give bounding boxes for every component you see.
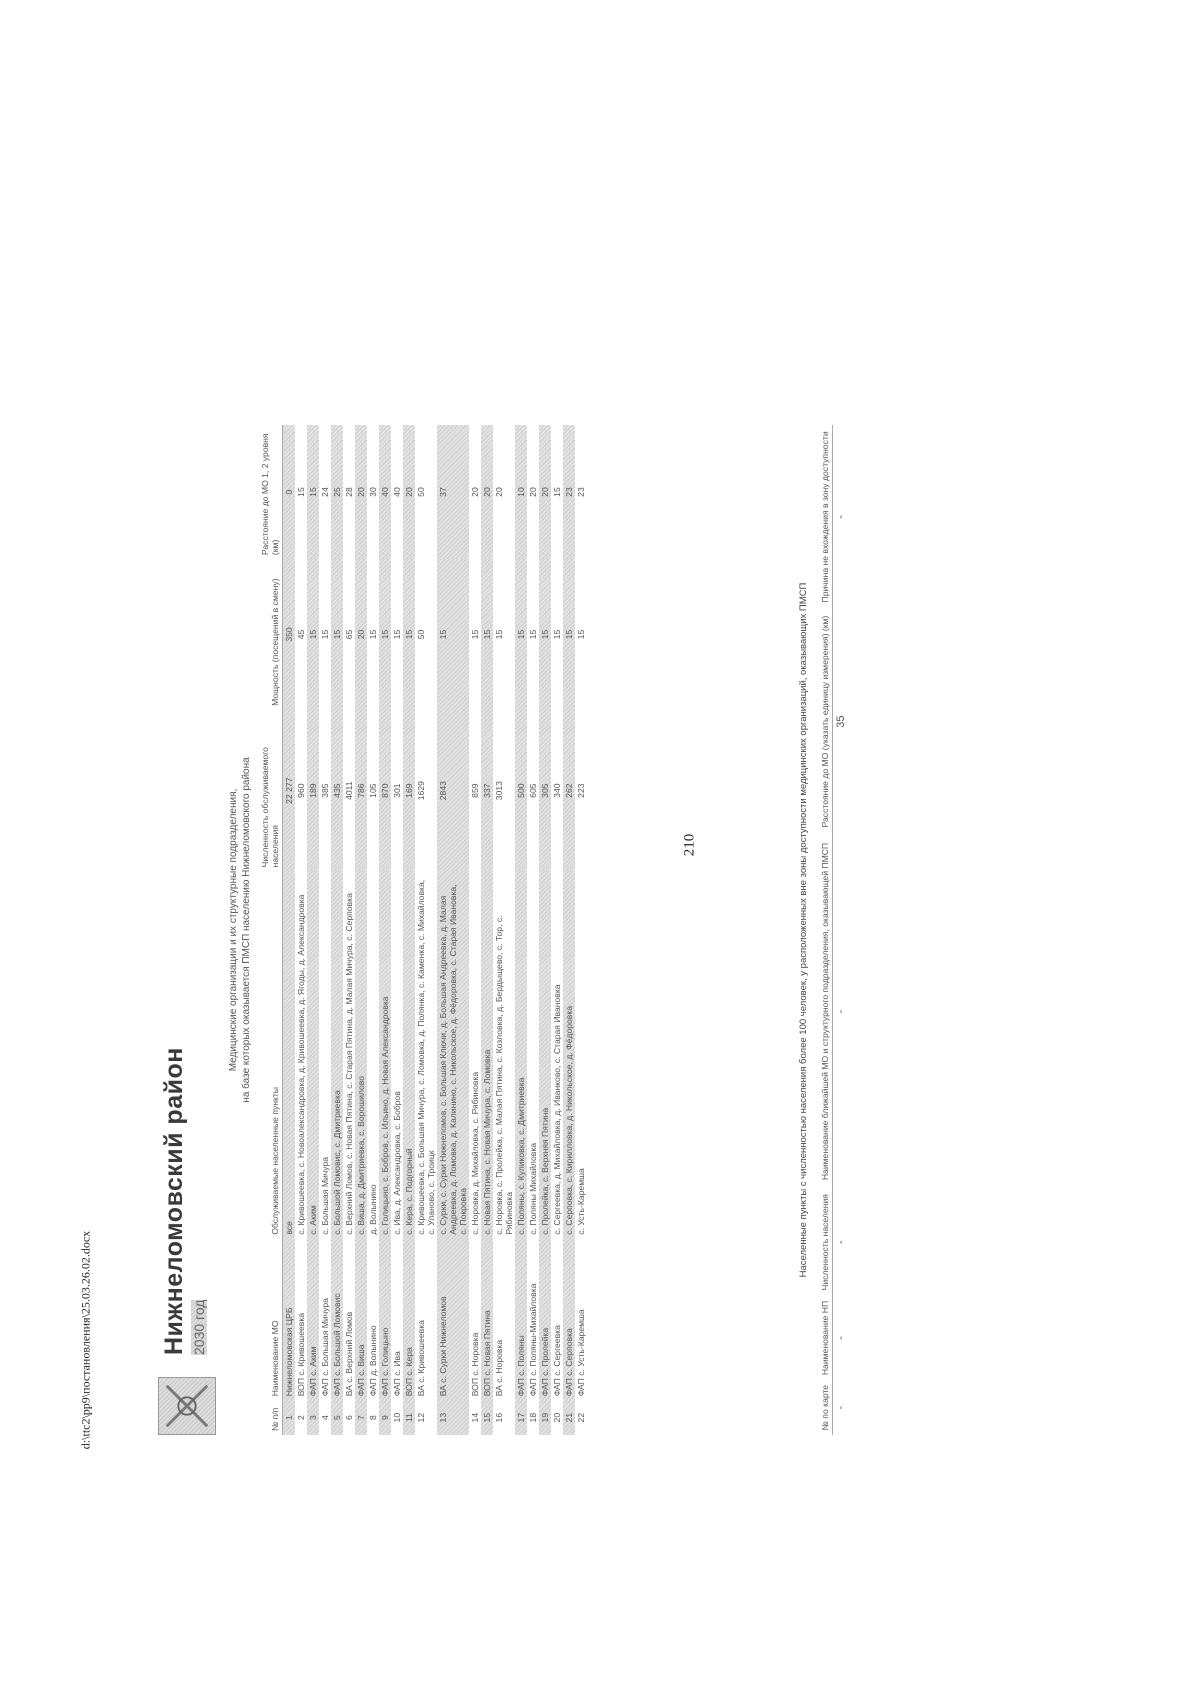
cell-population: 786 bbox=[355, 710, 367, 871]
cell-population: 960 bbox=[296, 783, 306, 798]
bottom-col-distance: Расстояние до МО (указать единицу измерения) (км) bbox=[818, 609, 833, 835]
cell-places: с. Поляны Михайловка bbox=[528, 1142, 538, 1235]
region-logo bbox=[158, 1377, 216, 1435]
cell-no: 16 bbox=[494, 1412, 504, 1423]
cell-capacity: 15 bbox=[481, 559, 493, 710]
bottom-col-settlement: Наименование НП bbox=[818, 1296, 833, 1381]
table-row bbox=[437, 425, 469, 1435]
rotated-sheet bbox=[158, 110, 948, 1435]
cell-capacity: 15 bbox=[437, 559, 469, 710]
cell-capacity: 15 bbox=[563, 559, 575, 710]
cell-capacity: 15 bbox=[539, 559, 551, 710]
cell-distance: 23 bbox=[576, 487, 586, 497]
cell-capacity: 15 bbox=[307, 559, 319, 710]
cell-mo: ВОП с. Новая Пятина bbox=[481, 1239, 493, 1401]
cell-mo: ФАП с. Аким bbox=[307, 1239, 319, 1401]
col-header-mo: Наименование МО bbox=[258, 1239, 283, 1401]
cell-no: 12 bbox=[416, 1412, 426, 1423]
table-row bbox=[493, 425, 515, 1435]
cell-no: 21 bbox=[563, 1400, 575, 1435]
cell-mo: ФАП с. Сергеевка bbox=[552, 1325, 562, 1397]
cell-capacity: 15 bbox=[515, 559, 527, 710]
table-row bbox=[515, 425, 527, 1435]
cell-no: 22 bbox=[576, 1412, 586, 1423]
cell-distance: 23 bbox=[563, 425, 575, 559]
cell-capacity: 15 bbox=[470, 629, 480, 640]
cell-population: 301 bbox=[392, 783, 402, 798]
table-row bbox=[563, 425, 575, 1435]
cell-mo: ФАП с. Усть-Каремша bbox=[576, 1309, 586, 1397]
cell-mo: ВОП с. Кера bbox=[403, 1239, 415, 1401]
cell-mo: ВА с. Верхний Ломов bbox=[344, 1311, 354, 1397]
cell-capacity: 15 bbox=[331, 559, 343, 710]
cell-population: 500 bbox=[515, 710, 527, 871]
bottom-col-nearest-mo: Наименование ближайшей МО и структурного подразделения, оказывающей ПМСП bbox=[818, 834, 833, 1188]
cell-population: 105 bbox=[368, 783, 378, 798]
cell-mo: ВА с. Кривошеевка bbox=[416, 1320, 426, 1397]
cell-capacity: 45 bbox=[296, 629, 306, 640]
cell-capacity: 15 bbox=[552, 629, 562, 640]
cell-mo: ВА с. Норовка bbox=[494, 1339, 504, 1397]
cell-population: 223 bbox=[576, 783, 586, 798]
cell-capacity: 15 bbox=[379, 559, 391, 710]
cell-capacity: 20 bbox=[355, 559, 367, 710]
cell-places: с. Новая Пятина, с. Новая Мичура, с. Ломовка bbox=[481, 871, 493, 1238]
cell-distance: 15 bbox=[307, 425, 319, 559]
bottom-cell-settlement: - bbox=[835, 1336, 847, 1340]
cell-population: 262 bbox=[563, 710, 575, 871]
cell-no: 10 bbox=[392, 1412, 402, 1423]
cell-distance: 25 bbox=[331, 425, 343, 559]
cell-places: с. Поляны, с. Куликовка, с. Дмитриевка bbox=[515, 871, 527, 1238]
bottom-cell-population: - bbox=[835, 1240, 847, 1245]
cell-capacity: 15 bbox=[576, 629, 586, 640]
cell-places: с. Серповка, с. Кирилловка, д. Никольское, д. Фёдоровка bbox=[563, 871, 575, 1238]
cell-places: все bbox=[283, 871, 296, 1238]
cell-no: 1 bbox=[283, 1400, 296, 1435]
cell-capacity: 15 bbox=[403, 559, 415, 710]
table-row bbox=[551, 425, 563, 1435]
cell-places: с. Пролейка, с. Верхняя Пятина bbox=[539, 871, 551, 1238]
cell-no: 15 bbox=[481, 1400, 493, 1435]
cell-distance: 24 bbox=[320, 487, 330, 497]
cell-population: 385 bbox=[320, 783, 330, 798]
cell-places: с. Норовка, д. Михайловка, с. Рябиновка bbox=[470, 1071, 480, 1235]
bottom-table-row bbox=[833, 425, 850, 1435]
cell-population: 870 bbox=[379, 710, 391, 871]
caption-line-2: на базе которых оказывается ПМСП населению Нижнеломовского района bbox=[241, 757, 252, 1103]
cell-population: 337 bbox=[481, 710, 493, 871]
table-row bbox=[403, 425, 415, 1435]
cell-population: 305 bbox=[539, 710, 551, 871]
table-row bbox=[295, 425, 307, 1435]
cell-distance: 40 bbox=[392, 487, 402, 497]
remote-settlements-table bbox=[818, 425, 849, 1435]
col-header-places: Обслуживаемые населенные пункты bbox=[258, 871, 283, 1238]
cell-places: с. Усть-Каремша bbox=[576, 1168, 586, 1235]
cell-no: 4 bbox=[320, 1415, 330, 1421]
cell-population: 169 bbox=[403, 710, 415, 871]
cell-places: с. Аким bbox=[307, 871, 319, 1238]
cell-mo: ФАП с. Поляны-Михайловка bbox=[528, 1283, 538, 1397]
cell-distance: 40 bbox=[379, 425, 391, 559]
cell-mo: ФАП с. Большой Ломовис bbox=[331, 1239, 343, 1401]
district-title: Нижнеломовский район bbox=[160, 1047, 188, 1355]
cell-no: 19 bbox=[539, 1400, 551, 1435]
cell-population: 189 bbox=[307, 710, 319, 871]
cell-no: 17 bbox=[515, 1400, 527, 1435]
bottom-cell-map-no: - bbox=[835, 1405, 847, 1410]
remote-settlements-note: Населенные пункты с численностью населения более 100 человек, у расположенных вне зоны доступности медицинских организаций, оказывающих ПМСП bbox=[798, 582, 809, 1278]
table-row bbox=[283, 425, 296, 1435]
page-number: 210 bbox=[681, 833, 698, 857]
cell-population: 605 bbox=[528, 783, 538, 798]
bottom-col-map-no: № по карте bbox=[818, 1380, 833, 1435]
cell-no: 18 bbox=[528, 1412, 538, 1423]
cell-no: 13 bbox=[437, 1400, 469, 1435]
cell-no: 6 bbox=[344, 1415, 354, 1421]
col-header-distance: Расстояние до МО 1, 2 уровня (км) bbox=[258, 425, 283, 559]
cell-places: с. Сурки, с. Сурки Нижнеломов, с. Большая Ключи, д. Большая Андреевка, д. Малая Андреевка, д. Ломовка, д. Калинино, с. Никольское, д. Фёдоровка, с. Старая Ивановка, с. Покровка bbox=[437, 871, 469, 1238]
cell-distance: 20 bbox=[539, 425, 551, 559]
cell-distance: 20 bbox=[528, 487, 538, 497]
table-row bbox=[307, 425, 319, 1435]
cell-distance: 20 bbox=[355, 425, 367, 559]
table-row bbox=[367, 425, 379, 1435]
cell-distance: 20 bbox=[494, 487, 504, 497]
cell-capacity: 350 bbox=[283, 559, 296, 710]
cell-distance: 0 bbox=[283, 425, 296, 559]
table-row bbox=[481, 425, 493, 1435]
col-header-population: Численность обслуживаемого населения bbox=[258, 710, 283, 871]
cell-population: 2843 bbox=[437, 710, 469, 871]
cell-places: с. Сергеевка, д. Михайловка, д. Иванково, с. Старая Ивановка bbox=[552, 984, 562, 1235]
cell-places: с. Норовка, с. Пролейка, с. Малая Пятина, с. Козловка, д. Бердыщево, с. Тор, с. Рябиновка bbox=[494, 915, 514, 1235]
cell-places: с. Ива, д. Александровка, с. Бобров bbox=[392, 1091, 402, 1235]
bottom-table-header-row bbox=[818, 425, 833, 1435]
cell-capacity: 15 bbox=[320, 629, 330, 640]
cell-distance: 30 bbox=[368, 487, 378, 497]
cell-mo: ФАП с. Большая Мичура bbox=[320, 1298, 330, 1397]
cell-mo: ФАП с. Серповка bbox=[563, 1239, 575, 1401]
cell-capacity: 15 bbox=[528, 629, 538, 640]
cell-mo: ФАП с. Поляны bbox=[515, 1239, 527, 1401]
table-row bbox=[469, 425, 481, 1435]
bottom-cell-nearest-mo: - bbox=[835, 1009, 847, 1014]
cell-mo: ФАП с. Пролейка bbox=[539, 1239, 551, 1401]
cell-places: с. Виша, д. Дмитриевка, с. Ворошилово bbox=[355, 871, 367, 1238]
cell-distance: 50 bbox=[416, 487, 426, 497]
cell-places: с. Большая Мичура bbox=[320, 1156, 330, 1235]
cell-capacity: 15 bbox=[392, 629, 402, 640]
cell-places: с. Большой Ломовис, с. Дмитриевка bbox=[331, 871, 343, 1238]
cell-capacity: 65 bbox=[344, 629, 354, 640]
bottom-col-population: Численность населения bbox=[818, 1189, 833, 1296]
cell-distance: 20 bbox=[481, 425, 493, 559]
table-row bbox=[379, 425, 391, 1435]
cell-population: 859 bbox=[470, 783, 480, 798]
cell-population: 1629 bbox=[416, 781, 426, 801]
cell-no: 5 bbox=[331, 1400, 343, 1435]
cell-no: 14 bbox=[470, 1412, 480, 1423]
table-row bbox=[415, 425, 437, 1435]
year-subtitle: 2030 год bbox=[191, 1299, 207, 1355]
cell-places: с. Кривошеевка, с. Большая Мичура, с. Ломовка, д. Полянка, с. Каменка, с. Михайловка, с. Уланово, с. Троицк bbox=[416, 879, 436, 1235]
col-header-capacity: Мощность (посещений в смену) bbox=[258, 559, 283, 710]
cell-mo: Нижнеломовская ЦРБ bbox=[283, 1239, 296, 1401]
cell-capacity: 50 bbox=[416, 629, 426, 640]
medical-organizations-table bbox=[258, 425, 587, 1435]
col-header-no: № п/п bbox=[258, 1400, 283, 1435]
cell-distance: 15 bbox=[552, 487, 562, 497]
cell-distance: 10 bbox=[515, 425, 527, 559]
cell-population: 340 bbox=[552, 783, 562, 798]
cell-mo: ВОП с. Кривошеевка bbox=[296, 1312, 306, 1397]
cell-distance: 20 bbox=[470, 487, 480, 497]
table-header-row bbox=[258, 425, 283, 1435]
cell-population: 3013 bbox=[494, 781, 504, 801]
cell-no: 7 bbox=[355, 1400, 367, 1435]
table-row bbox=[331, 425, 343, 1435]
cell-distance: 15 bbox=[296, 487, 306, 497]
cell-no: 20 bbox=[552, 1412, 562, 1423]
cell-capacity: 15 bbox=[368, 629, 378, 640]
cell-no: 8 bbox=[368, 1415, 378, 1421]
table-row bbox=[343, 425, 355, 1435]
cell-places: д. Волынино bbox=[368, 1184, 378, 1235]
table-row bbox=[527, 425, 539, 1435]
cell-places: с. Кривошеевка, с. Новоалександровка, д. Кривошеевка, д. Ягоды, д. Александровка bbox=[296, 894, 306, 1235]
cell-places: с. Голицыно, с. Бобров, с. Ильино, д. Новая Александровка bbox=[379, 871, 391, 1238]
bottom-col-reason: Причина не вхождения в зону доступности bbox=[818, 425, 833, 609]
cell-distance: 20 bbox=[403, 425, 415, 559]
cell-places: с. Верхний Ломов, с. Новая Пятина, с. Старая Пятина, д. Малая Мичура, с. Серповка bbox=[344, 893, 354, 1235]
table-row bbox=[319, 425, 331, 1435]
cell-no: 9 bbox=[379, 1400, 391, 1435]
table-row bbox=[355, 425, 367, 1435]
table-row bbox=[539, 425, 551, 1435]
cell-no: 2 bbox=[296, 1415, 306, 1421]
cell-population: 435 bbox=[331, 710, 343, 871]
cell-distance: 37 bbox=[437, 425, 469, 559]
bottom-cell-reason: - bbox=[835, 515, 847, 519]
cell-mo: ВОП с. Норовка bbox=[470, 1332, 480, 1397]
table-row bbox=[575, 425, 587, 1435]
cell-distance: 28 bbox=[344, 487, 354, 497]
bottom-cell-distance: 35 bbox=[835, 715, 847, 728]
cell-mo: ФАП с. Голицыно bbox=[379, 1239, 391, 1401]
cell-capacity: 15 bbox=[494, 629, 504, 640]
table-row bbox=[391, 425, 403, 1435]
caption-line-1: Медицинские организации и их структурные подразделения, bbox=[228, 788, 239, 1072]
cell-no: 11 bbox=[403, 1400, 415, 1435]
footer-file-path: d:\ttc2\pp9\постановления\25.03.26.02.docx bbox=[78, 1230, 93, 1450]
cell-mo: ФАП с. Виша bbox=[355, 1239, 367, 1401]
cross-emblem-icon bbox=[159, 1378, 215, 1434]
cell-mo: ВА с. Сурки Нижнеломов bbox=[437, 1239, 469, 1401]
cell-population: 4011 bbox=[344, 781, 354, 800]
cell-places: с. Кера, с. Подгорный bbox=[403, 871, 415, 1238]
cell-mo: ФАП д. Волынино bbox=[368, 1325, 378, 1397]
cell-no: 3 bbox=[307, 1400, 319, 1435]
cell-mo: ФАП с. Ива bbox=[392, 1351, 402, 1397]
cell-population: 22 277 bbox=[283, 710, 296, 871]
